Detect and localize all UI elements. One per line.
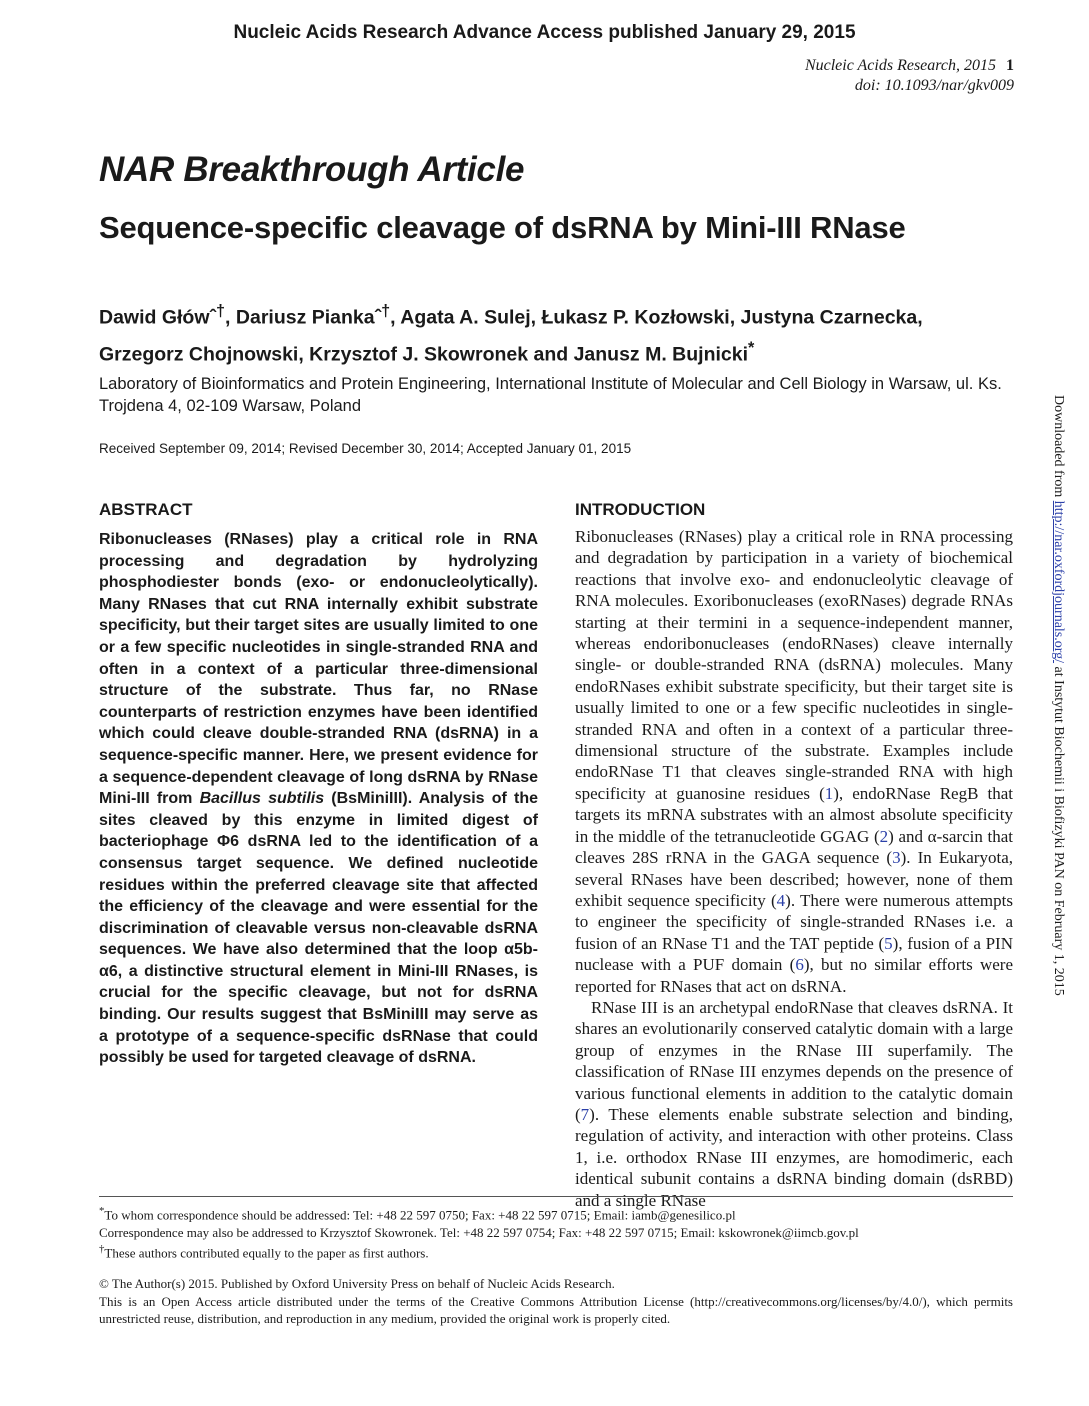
submission-dates: Received September 09, 2014; Revised December 30, 2014; Accepted January 01, 2015 bbox=[99, 441, 632, 456]
abstract-part-1: Ribonucleases (RNases) play a critical role in RNA processing and degradation by hydrolyzing phosphodiester bonds (exo- or endonucleolytically). Many RNases that cut RNA internally exhibit substrate specificity, but their target sites are usually limited to one or a few specific nucleotides in single-stranded RNA and often in a context of a particular three-dimensional structure of the substrate. Thus far, no RNase counterparts of restriction enzymes have been identified which could cleave double-stranded RNA (dsRNA) in a sequence-specific manner. Here, we present evidence for a sequence-dependent cleavage of long dsRNA by RNase Mini-III from bbox=[99, 531, 538, 808]
citation-link[interactable]: 3 bbox=[892, 848, 901, 868]
footnote-text: To whom correspondence should be addressed: Tel: +48 22 597 0750; Fax: +48 22 597 0715; Email: iamb@genesilico.pl bbox=[104, 1207, 736, 1223]
author-2: Dariusz Piankaˆ bbox=[235, 306, 382, 329]
author-separator: , bbox=[225, 306, 236, 329]
download-stamp-prefix: Downloaded from bbox=[1051, 395, 1066, 501]
abstract-part-2: (BsMiniIII). Analysis of the sites cleaved by this enzyme in limited digest of bacteriophage Φ6 dsRNA led to the identification of a consensus target sequence. We defined nucleotide residues within the preferred cleavage site that affected the efficiency of the cleavage and were essential for the discrimination of cleavable versus non-cleavable dsRNA sequences. We have also determined that the loop α5b-α6, a distinctive structural element in Mini-III RNases, is crucial for the specific cleavage, but not for dsRNA binding. Our results suggest that BsMiniIII may serve as a prototype of a sequence-specific dsRNase that could possibly be used for targeted cleavage of dsRNA. bbox=[99, 790, 539, 1067]
footnote-mark: * bbox=[99, 1205, 105, 1217]
article-type: NAR Breakthrough Article bbox=[99, 150, 525, 189]
citation-link[interactable]: 4 bbox=[776, 890, 786, 910]
intro-text-run: RNase III is an archetypal endoRNase that cleaves dsRNA. It shares an evolutionarily conserved catalytic domain with a large group of enzymes in the RNase III superfamily. The classification of RNase III enzymes depends on the presence of various functional elements in addition to the catalytic domain ( bbox=[575, 997, 1013, 1124]
footnote-divider bbox=[99, 1196, 1013, 1197]
journal-site-link[interactable]: http://nar.oxfordjournals.org/ bbox=[1051, 500, 1066, 664]
authors-line-1-rest: Agata A. Sulej, Łukasz P. Kozłowski, Justyna Czarnecka, bbox=[400, 306, 923, 329]
introduction-body bbox=[575, 526, 1013, 1211]
intro-text-run: Ribonucleases (RNases) play a critical role in RNA processing and degradation by participation in a variety of biochemical reactions that involve exo- and endonucleolytic cleavage of RNA molecules. Exoribonucleases (exoRNases) degrade RNAs starting at their termini in a sequence-independent manner, whereas endoribonucleases (endoRNases) cleave internally single- or double-stranded RNA (dsRNA) molecules. Many endoRNases exhibit substrate specificity, but their target site is usually limited to one or a few specific nucleotides in single-stranded RNA and often in a context of a particular three-dimensional structure of the substrate. Examples include endoRNase T1 that cleaves single-stranded RNA with high specificity at guanosine residues ( bbox=[575, 527, 1013, 803]
intro-text-run: ), fusion of a PIN nuclease with a PUF domain ( bbox=[575, 933, 1013, 975]
download-watermark bbox=[1047, 395, 1069, 1025]
copyright-line: © The Author(s) 2015. Published by Oxford University Press on behalf of Nucleic Acids Research. bbox=[99, 1276, 615, 1291]
footnote-correspondence-alt: Correspondence may also be addressed to Krzysztof Skowronek. Tel: +48 22 597 0754; Fax: +48 22 597 0715; Email: kskowronek@iimcb.gov.pl bbox=[99, 1224, 859, 1240]
equal-contribution-mark: † bbox=[381, 302, 391, 320]
abstract-heading: ABSTRACT bbox=[99, 500, 193, 519]
footnote-correspondence bbox=[99, 1203, 1013, 1224]
citation-link[interactable]: 5 bbox=[884, 933, 893, 953]
citation-link[interactable]: 6 bbox=[795, 955, 804, 975]
journal-line bbox=[805, 56, 1014, 76]
paper-title: Sequence-specific cleavage of dsRNA by Mini-III RNase bbox=[99, 210, 906, 245]
affiliation: Laboratory of Bioinformatics and Protein Engineering, International Institute of Molecular and Cell Biology in Warsaw, ul. Ks. Trojdena 4, 02-109 Warsaw, Poland bbox=[99, 375, 1002, 415]
footnote-text: These authors contributed equally to the paper as first authors. bbox=[104, 1245, 429, 1261]
author-1: Dawid Główˆ bbox=[99, 306, 216, 329]
citation-link[interactable]: 2 bbox=[879, 826, 889, 846]
footnote-equal-contribution bbox=[99, 1241, 1013, 1262]
citation-link[interactable]: 1 bbox=[824, 783, 834, 803]
footnote-mark: † bbox=[99, 1243, 105, 1256]
intro-text-run: ). In Eukaryota, several RNases have been described; however, none of them exhibit sequence specificity ( bbox=[575, 848, 1013, 910]
doi: doi: 10.1093/nar/gkv009 bbox=[854, 77, 1014, 94]
intro-paragraph bbox=[575, 526, 1013, 997]
intro-paragraph bbox=[575, 997, 1013, 1211]
intro-text-run: ). There were numerous attempts to engineer the specificity of single-stranded RNases i.e. a fusion of an RNase T1 and the TAT peptide ( bbox=[575, 890, 1013, 953]
authors-line-2: Grzegorz Chojnowski, Krzysztof J. Skowronek and Janusz M. Bujnicki bbox=[99, 343, 749, 365]
author-list bbox=[99, 296, 1019, 369]
journal-name-year: Nucleic Acids Research, 2015 bbox=[804, 57, 996, 74]
footnotes bbox=[99, 1203, 1013, 1262]
corresponding-author-mark: * bbox=[748, 338, 755, 357]
abstract-body bbox=[99, 529, 538, 1069]
journal-citation bbox=[805, 56, 1014, 96]
download-stamp-suffix: at Instytut Biochemii i Biofizyki PAN on February 1, 2015 bbox=[1051, 663, 1066, 996]
citation-link[interactable]: 7 bbox=[580, 1104, 590, 1124]
advance-access-header: Nucleic Acids Research Advance Access published January 29, 2015 bbox=[233, 22, 856, 43]
species-name: Bacillus subtilis bbox=[199, 790, 325, 808]
license-block bbox=[99, 1275, 1013, 1328]
equal-contribution-mark: † bbox=[216, 302, 226, 320]
page-number: 1 bbox=[1006, 57, 1014, 74]
license-text: This is an Open Access article distributed under the terms of the Creative Commons Attribution License (http://creativecommons.org/licenses/by/4.0/), which permits unrestricted reuse, distribution, and reproduction in any medium, provided the original work is properly cited. bbox=[99, 1293, 1013, 1326]
author-separator: , bbox=[390, 306, 401, 329]
intro-text-run: ), but no similar efforts were reported for RNases that act on dsRNA. bbox=[575, 955, 1013, 996]
download-stamp-text bbox=[1047, 395, 1069, 1025]
introduction-heading: INTRODUCTION bbox=[575, 500, 706, 519]
intro-text-run: ) and α-sarcin that cleaves 28S rRNA in the GAGA sequence ( bbox=[575, 826, 1013, 868]
intro-text-run: ). These elements enable substrate selection and binding, regulation of activity, and interaction with other proteins. Class 1, i.e. orthodox RNase III enzymes, are homodimeric, each identical subunit contains a dsRNA binding domain (dsRBD) and a single RNase bbox=[575, 1104, 1013, 1210]
intro-text-run: ), endoRNase RegB that targets its mRNA substrates with an almost absolute specificity in the middle of the tetranucleotide GGAG ( bbox=[575, 783, 1013, 846]
